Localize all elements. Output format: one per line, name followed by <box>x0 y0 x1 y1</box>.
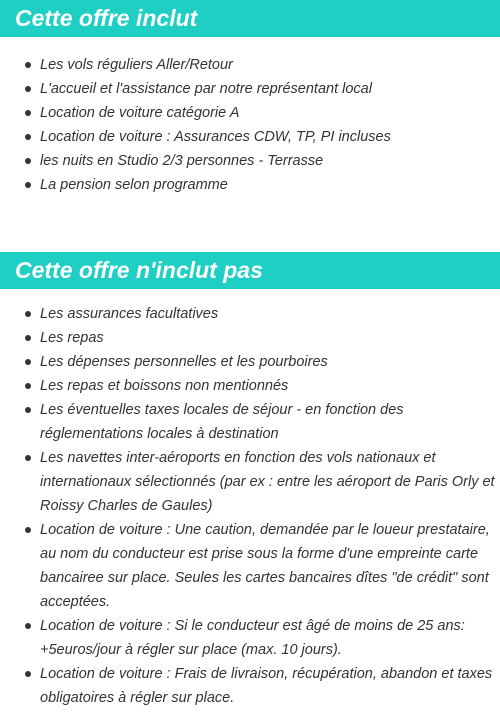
list-item-text: Les assurances facultatives <box>40 306 219 322</box>
bullet-icon <box>25 383 31 389</box>
list-item <box>0 350 500 374</box>
list-item <box>0 101 500 125</box>
list-item <box>0 446 500 518</box>
bullet-icon <box>25 158 31 164</box>
list-item-text: Les éventuelles taxes locales de séjour - en fonction des réglementations locales à destination <box>40 402 404 442</box>
bullet-icon <box>25 359 31 365</box>
excluded-section-title: Cette offre n'inclut pas <box>0 252 500 289</box>
list-item-text: Location de voiture : Si le conducteur est âgé de moins de 25 ans: +5euros/jour à régler sur place (max. 10 jours). <box>40 618 465 658</box>
list-item <box>0 302 500 326</box>
list-item-text: Les repas <box>40 330 104 346</box>
list-item-text: Location de voiture : Frais de livraison, récupération, abandon et taxes obligatoires à régler sur place. <box>40 666 493 706</box>
excluded-list <box>0 289 500 710</box>
included-section-title: Cette offre inclut <box>0 0 500 37</box>
bullet-icon <box>25 671 31 677</box>
list-item-text: Location de voiture catégorie A <box>40 105 240 121</box>
bullet-icon <box>25 311 31 317</box>
bullet-icon <box>25 335 31 341</box>
list-item <box>0 125 500 149</box>
bullet-icon <box>25 407 31 413</box>
list-item <box>0 173 500 197</box>
list-item <box>0 53 500 77</box>
list-item-text: L'accueil et l'assistance par notre représentant local <box>40 81 372 97</box>
list-item <box>0 149 500 173</box>
list-item-text: Location de voiture : Une caution, demandée par le loueur prestataire, au nom du conducteur est prise sous la forme d'une empreinte carte bancairee sur place. Seules les cartes bancaires dîtes "de crédit" sont acceptées. <box>40 522 490 610</box>
list-item <box>0 398 500 446</box>
list-item-text: les nuits en Studio 2/3 personnes - Terrasse <box>40 153 324 169</box>
bullet-icon <box>25 455 31 461</box>
bullet-icon <box>25 134 31 140</box>
list-item <box>0 662 500 710</box>
included-list <box>0 37 500 197</box>
list-item <box>0 614 500 662</box>
bullet-icon <box>25 623 31 629</box>
list-item <box>0 77 500 101</box>
list-item <box>0 518 500 614</box>
list-item-text: Les vols réguliers Aller/Retour <box>40 57 233 73</box>
section-spacer <box>0 197 500 252</box>
list-item <box>0 326 500 350</box>
list-item-text: La pension selon programme <box>40 177 228 193</box>
bullet-icon <box>25 62 31 68</box>
bullet-icon <box>25 527 31 533</box>
list-item-text: Location de voiture : Assurances CDW, TP, PI incluses <box>40 129 391 145</box>
bullet-icon <box>25 110 31 116</box>
list-item-text: Les repas et boissons non mentionnés <box>40 378 289 394</box>
list-item <box>0 374 500 398</box>
bullet-icon <box>25 86 31 92</box>
bullet-icon <box>25 182 31 188</box>
list-item-text: Les navettes inter-aéroports en fonction des vols nationaux et internationaux sélectionnés (par ex : entre les aéroport de Paris Orly et Roissy Charles de Gaules) <box>40 450 495 514</box>
list-item-text: Les dépenses personnelles et les pourboires <box>40 354 328 370</box>
